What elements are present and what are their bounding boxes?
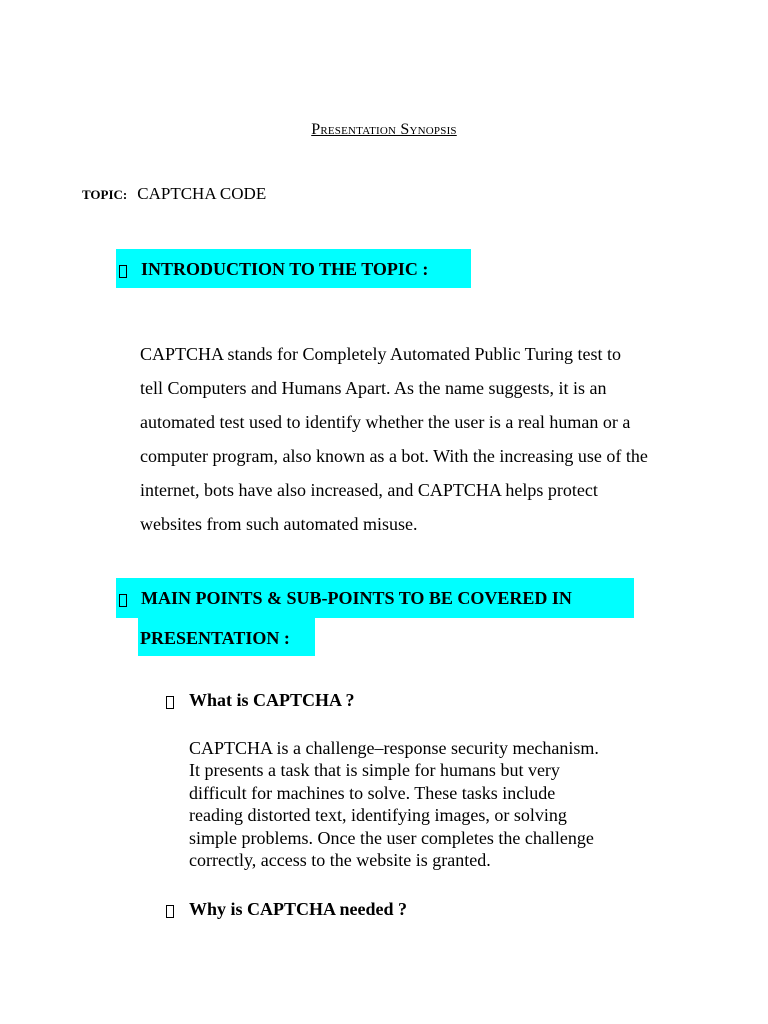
box-bullet-icon [119, 265, 127, 278]
intro-line: automated test used to identify whether the user is a real human or a [140, 412, 631, 432]
subpoint-1-line: simple problems. Once the user completes the challenge [189, 827, 594, 848]
subpoint-1-line: It presents a task that is simple for humans but very [189, 760, 560, 781]
intro-paragraph [140, 337, 740, 541]
subpoint-2-heading: Why is CAPTCHA needed ? [189, 899, 408, 919]
topic-label: TOPIC: [82, 187, 128, 202]
topic-row [82, 184, 266, 204]
section-1-heading-row [119, 259, 428, 280]
section-2-heading-line-1: MAIN POINTS & SUB-POINTS TO BE COVERED IN [141, 588, 572, 608]
subpoint-1-paragraph [189, 737, 709, 871]
intro-line: computer program, also known as a bot. With the increasing use of the [140, 446, 648, 466]
subpoint-1-line: CAPTCHA is a challenge–response security mechanism. [189, 738, 599, 758]
section-2-heading-line-2: PRESENTATION : [140, 628, 290, 648]
box-bullet-icon [166, 696, 174, 709]
intro-line: tell Computers and Humans Apart. As the name suggests, it is an [140, 378, 607, 398]
intro-line: internet, bots have also increased, and CAPTCHA helps protect [140, 480, 598, 500]
intro-line: CAPTCHA stands for Completely Automated Public Turing test to [140, 344, 622, 364]
section-1-heading: INTRODUCTION TO THE TOPIC : [141, 259, 429, 279]
subpoint-1-line: difficult for machines to solve. These tasks include [189, 782, 556, 803]
subpoint-2-heading-row [166, 899, 407, 920]
topic-value: CAPTCHA CODE [137, 184, 267, 203]
subpoint-1-line: reading distorted text, identifying images, or solving [189, 805, 567, 826]
subpoint-1-line: correctly, access to the website is granted. [189, 850, 491, 871]
subpoint-1-heading-row [166, 690, 355, 711]
subpoint-1-heading: What is CAPTCHA ? [189, 690, 355, 710]
box-bullet-icon [166, 905, 174, 918]
intro-line: websites from such automated misuse. [140, 514, 418, 534]
page-title: Presentation Synopsis [311, 121, 457, 138]
section-2-heading-row [119, 588, 572, 609]
box-bullet-icon [119, 594, 127, 607]
